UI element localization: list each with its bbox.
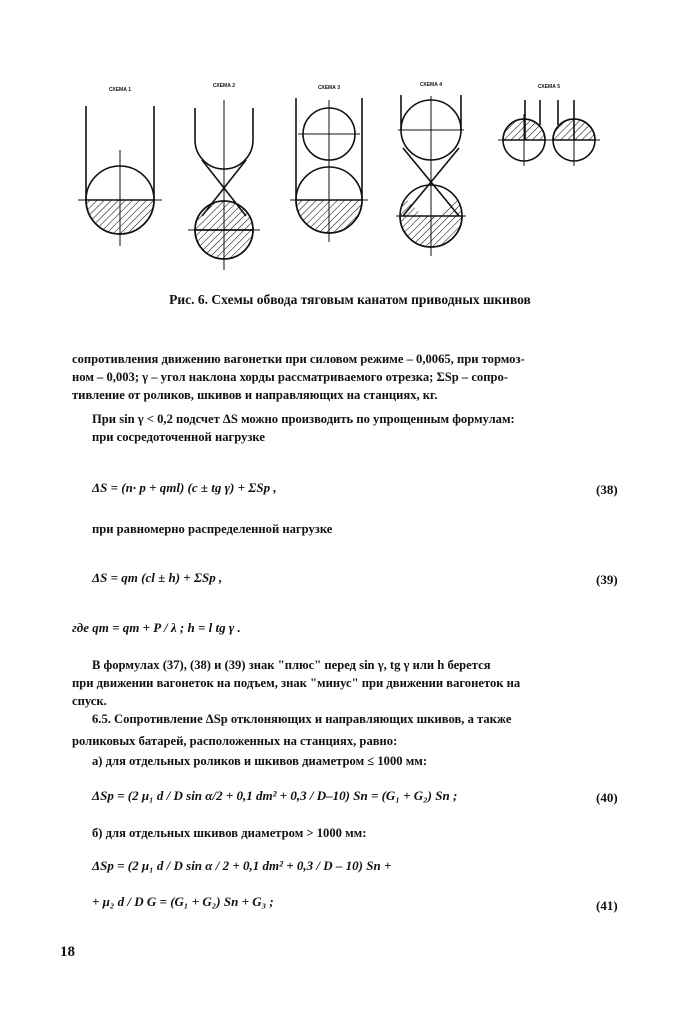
scheme-1-drawing [78,106,162,246]
scheme-1-label: СХЕМА 1 [108,87,132,93]
formula-41-line-2: + μ₂ d / D G = (G₁ + G₂) Sn + G₃ ; [92,894,274,909]
equation-number-40: (40) [596,790,618,805]
formula-41-line-1: ΔSр = (2 μ₁ d / D sin α / 2 + 0,1 dт² + 0,3 / D – 10) Sn + [92,858,392,873]
where-definitions: где qm = qт + P / λ ; h = l tg γ . [72,620,241,635]
formula-39: ΔS = qm (cl ± h) + ΣSр , [92,570,223,585]
paragraph-4-line-2: при движении вагонеток на подъем, знак "минус" при движении вагонеток на [72,676,521,690]
equation-number-39: (39) [596,572,618,587]
formula-38: ΔS = (n· p + qтl) (c ± tg γ) + ΣSр , [92,480,277,495]
section-6-5-line-2: роликовых батарей, расположенных на станциях, равно: [72,734,398,748]
scheme-2-drawing [188,100,260,270]
paragraph-4-line-1: В формулах (37), (38) и (39) знак "плюс" перед sin γ, tg γ или h берется [92,658,491,672]
paragraph-2-line-2: при сосредоточенной нагрузке [92,430,265,444]
scheme-3-label: СХЕМА 3 [317,85,341,91]
figure-schemes [0,0,700,290]
scheme-5-label: СХЕМА 5 [537,84,561,90]
paragraph-3: при равномерно распределенной нагрузке [92,522,333,536]
equation-number-38: (38) [596,482,618,497]
formula-40: ΔSр = (2 μ₁ d / D sin α/2 + 0,1 dт² + 0,3 / D–10) Sn = (G₁ + G₂) Sn ; [92,788,458,803]
scheme-4-drawing [396,95,466,256]
paragraph-4-line-3: спуск. [72,694,107,708]
item-b: б) для отдельных шкивов диаметром > 1000 мм: [92,826,367,840]
scheme-5-drawing [498,100,600,166]
section-6-5-line-1: 6.5. Сопротивление ΔSр отклоняющих и направляющих шкивов, а также [92,712,512,726]
paragraph-2-line-1: При sin γ < 0,2 подсчет ΔS можно производить по упрощенным формулам: [92,412,515,426]
scheme-3-drawing [290,98,368,242]
item-a: а) для отдельных роликов и шкивов диаметром ≤ 1000 мм: [92,754,428,768]
scheme-4-label: СХЕМА 4 [419,82,443,88]
page-number: 18 [60,944,75,960]
scheme-2-label: СХЕМА 2 [212,83,236,89]
paragraph-1-line-2: ном – 0,003; γ – угол наклона хорды рассматриваемого отрезка; ΣSр – сопро- [72,370,508,384]
figure-caption: Рис. 6. Схемы обвода тяговым канатом приводных шкивов [169,292,531,307]
paragraph-1-line-3: тивление от роликов, шкивов и направляющих на станциях, кг. [72,388,438,402]
equation-number-41: (41) [596,898,618,913]
paragraph-1-line-1: сопротивления движению вагонетки при силовом режиме – 0,0065, при тормоз- [72,352,525,366]
